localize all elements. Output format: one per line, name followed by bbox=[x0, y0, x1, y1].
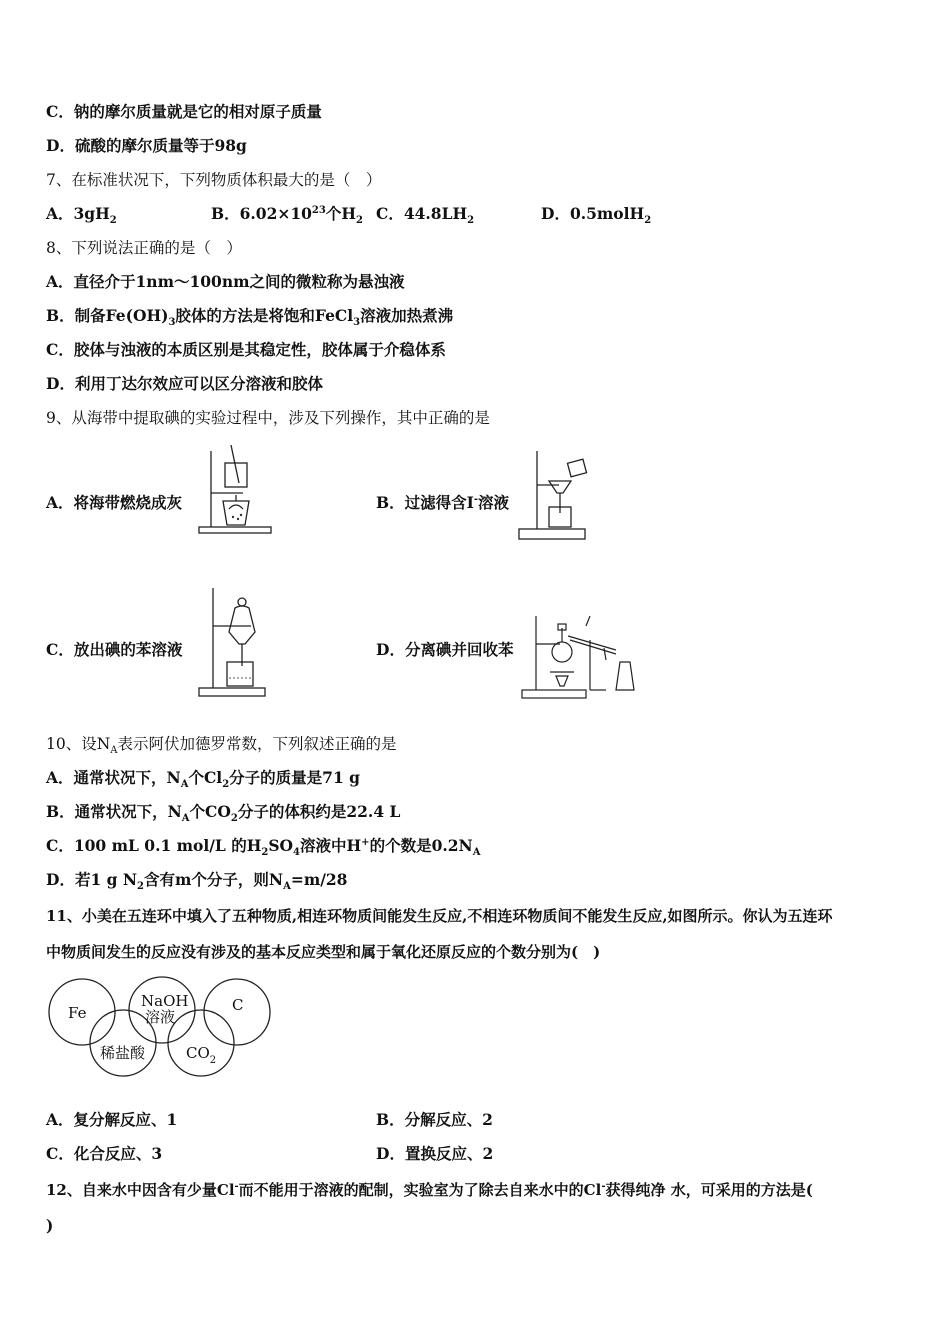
q7-option-c: C．$44.8LH_2$ bbox=[376, 204, 475, 227]
q7-option-b: B．$6.02\times 10^{23}$个$H_2$ bbox=[211, 204, 363, 227]
q9-option-b-filtration-figure bbox=[515, 447, 590, 542]
q8-option-a: A．直径介于1nm～100nm之间的微粒称为悬浊液 bbox=[46, 272, 405, 291]
q12-stem-line2: ) bbox=[46, 1216, 54, 1235]
q9-option-d-distillation-figure bbox=[520, 610, 638, 700]
q5-option-d: D．硫酸的摩尔质量等于98g bbox=[46, 136, 247, 155]
q9-option-a-label: A．将海带燃烧成灰 bbox=[46, 493, 183, 512]
q9-option-b-label: B．过滤得含I-溶液 bbox=[376, 493, 510, 512]
ring-naoh-label-2: 溶液 bbox=[145, 1008, 176, 1026]
q7-stem: 7、在标准状况下，下列物质体积最大的是（ ） bbox=[46, 171, 382, 189]
five-rings-diagram bbox=[40, 976, 280, 1084]
q11-option-c: C．化合反应、3 bbox=[46, 1144, 163, 1163]
ring-naoh-label-1: NaOH bbox=[141, 992, 189, 1010]
ring-hcl-label: 稀盐酸 bbox=[100, 1044, 146, 1062]
ring-fe-label: Fe bbox=[68, 1004, 87, 1022]
q9-stem: 9、从海带中提取碘的实验过程中，涉及下列操作，其中正确的是 bbox=[46, 409, 490, 427]
q11-option-a: A．复分解反应、1 bbox=[46, 1110, 178, 1129]
ring-c-label: C bbox=[232, 996, 244, 1014]
q11-stem-line2: 中物质间发生的反应没有涉及的基本反应类型和属于氧化还原反应的个数分别为( ) bbox=[46, 943, 601, 961]
q10-option-d: D．若1 g $N_2$含有m个分子，则$N_A=m/28$ bbox=[46, 870, 348, 893]
q11-option-d: D．置换反应、2 bbox=[376, 1144, 494, 1163]
q9-option-c-label: C．放出碘的苯溶液 bbox=[46, 640, 183, 659]
q8-option-b: B．制备$Fe(OH)_3$胶体的方法是将饱和FeCl$_3$溶液加热煮沸 bbox=[46, 306, 454, 329]
q11-option-b: B．分解反应、2 bbox=[376, 1110, 493, 1129]
q9-option-a-apparatus-figure bbox=[195, 443, 275, 535]
q11-stem-line1: 11、小美在五连环中填入了五种物质,相连环物质间能发生反应,不相连环物质间不能发生反应,如图所示。你认为五连环 bbox=[46, 907, 833, 925]
q8-option-c: C．胶体与浊液的本质区别是其稳定性，胶体属于介稳体系 bbox=[46, 340, 446, 359]
q10-option-c: C．100 mL 0.1 mol/L 的$H_2SO_4$溶液中H+的个数是$0.2N_A$ bbox=[46, 836, 481, 859]
q9-option-c-separatory-funnel-figure bbox=[195, 586, 270, 698]
ring-co2-label: $CO_2$ bbox=[186, 1044, 217, 1066]
q5-option-c: C．钠的摩尔质量就是它的相对原子质量 bbox=[46, 102, 322, 121]
q10-option-b: B．通常状况下，$N_A$个$CO_2$分子的体积约是22.4 L bbox=[46, 802, 401, 825]
q9-option-d-label: D．分离碘并回收苯 bbox=[376, 640, 514, 659]
q7-option-d: D．0.5molH$_2$ bbox=[541, 204, 652, 227]
q8-option-d: D．利用丁达尔效应可以区分溶液和胶体 bbox=[46, 374, 323, 393]
q10-stem: 10、设$N_A$表示阿伏加德罗常数，下列叙述正确的是 bbox=[46, 735, 397, 757]
q7-option-a: A．$3gH_2$ bbox=[46, 204, 117, 227]
q12-stem-line1: 12、自来水中因含有少量Cl-而不能用于溶液的配制，实验室为了除去自来水中的Cl-获得纯净 水，可采用的方法是( bbox=[46, 1181, 813, 1199]
q10-option-a: A．通常状况下，$N_A$个$Cl_2$分子的质量是71 g bbox=[46, 768, 360, 791]
q8-stem: 8、下列说法正确的是（ ） bbox=[46, 239, 242, 257]
